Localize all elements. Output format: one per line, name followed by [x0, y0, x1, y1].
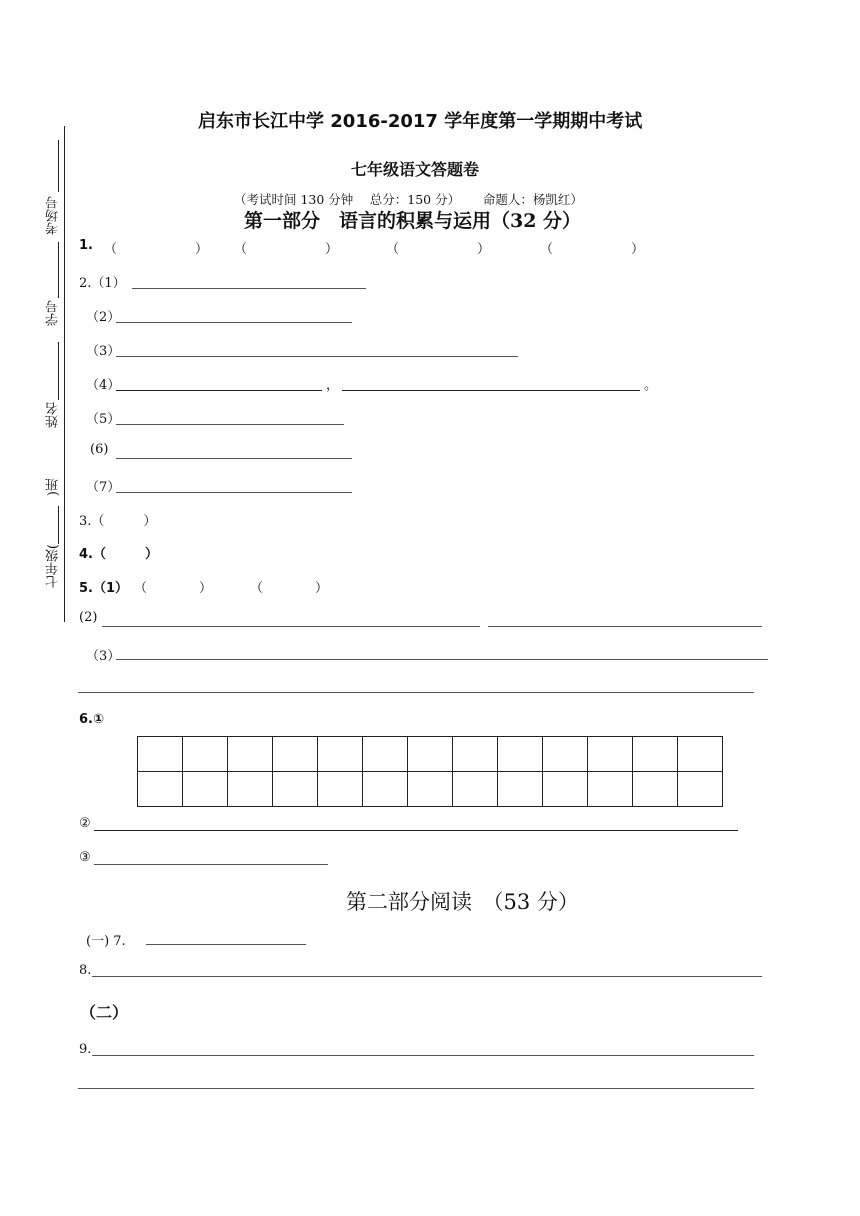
grid-cell[interactable] — [363, 737, 408, 772]
q4-answer[interactable]: 4.（ ） — [79, 547, 158, 562]
grid-cell[interactable] — [498, 772, 543, 807]
q2-2-answer-line[interactable] — [116, 322, 352, 323]
q3-answer[interactable]: 3.（ ） — [79, 514, 157, 529]
class-field-line[interactable] — [58, 506, 59, 544]
grid-cell[interactable] — [273, 772, 318, 807]
grid-cell[interactable] — [453, 737, 498, 772]
q9-label: 9. — [79, 1042, 92, 1057]
q2-6-label: (6) — [90, 442, 109, 457]
q1-bracket-1[interactable]: （ ） — [104, 242, 209, 257]
q2-6-answer-line[interactable] — [116, 458, 352, 459]
q7-label: (一) 7. — [86, 934, 126, 949]
grid-cell[interactable] — [633, 737, 678, 772]
q6-label: 6.① — [79, 712, 104, 727]
exam-info: （考试时间 130 分钟 总分：150 分） 命题人：杨凯红） — [234, 192, 583, 207]
q6-writing-grid — [137, 736, 723, 807]
grid-cell[interactable] — [453, 772, 498, 807]
q1-label: 1. — [79, 238, 93, 253]
q1-bracket-3[interactable]: （ ） — [386, 242, 491, 257]
q1-bracket-2[interactable]: （ ） — [234, 242, 339, 257]
q7-answer-line[interactable] — [146, 944, 306, 945]
grid-cell[interactable] — [183, 737, 228, 772]
name-field-label: 姓名 — [46, 402, 61, 428]
grid-cell[interactable] — [408, 772, 453, 807]
section-2-heading: （二） — [80, 1003, 129, 1022]
q6-2-label: ② — [79, 816, 91, 831]
exam-room-field-label: 考场号 — [46, 196, 61, 235]
q2-4-period: 。 — [644, 378, 658, 393]
q2-4-label: （4） — [86, 378, 121, 393]
q2-4-answer-line-1[interactable] — [116, 390, 322, 391]
answer-sheet-subtitle: 七年级语文答题卷 — [351, 160, 480, 179]
q5-2-label: (2) — [79, 610, 98, 625]
q2-7-answer-line[interactable] — [116, 492, 352, 493]
q8-label: 8. — [79, 963, 92, 978]
grid-cell[interactable] — [408, 737, 453, 772]
q9-answer-line-2[interactable] — [78, 1088, 754, 1089]
q5-3-label: （3） — [86, 649, 121, 664]
student-number-field-label: 学号 — [46, 300, 61, 326]
grid-cell[interactable] — [183, 772, 228, 807]
class-suffix-label: )班 — [46, 478, 61, 497]
grid-cell[interactable] — [543, 772, 588, 807]
part2-heading: 第二部分阅读 （53 分） — [346, 890, 579, 914]
q2-2-label: （2） — [86, 310, 121, 325]
q5-2-answer-line-1[interactable] — [102, 626, 480, 627]
q5-label: 5.（1） — [79, 581, 129, 596]
grid-cell[interactable] — [138, 737, 183, 772]
q6-3-label: ③ — [79, 850, 91, 865]
grid-cell[interactable] — [588, 772, 633, 807]
q5-3-answer-line-2[interactable] — [78, 692, 754, 693]
grid-cell[interactable] — [228, 737, 273, 772]
q2-5-label: （5） — [86, 412, 121, 427]
student-number-field-line[interactable] — [58, 242, 59, 298]
q8-answer-line[interactable] — [92, 976, 762, 977]
q2-7-label: （7） — [86, 480, 121, 495]
grid-cell[interactable] — [678, 737, 723, 772]
q2-label: 2.（1） — [79, 276, 126, 291]
grid-cell[interactable] — [138, 772, 183, 807]
q2-1-answer-line[interactable] — [132, 288, 366, 289]
name-field-line[interactable] — [58, 342, 59, 400]
binding-line — [64, 126, 65, 622]
q6-2-answer-line[interactable] — [94, 830, 738, 831]
q5-1-bracket-2[interactable]: （ ） — [250, 581, 329, 596]
q2-3-answer-line[interactable] — [116, 356, 518, 357]
grid-cell[interactable] — [318, 737, 363, 772]
q2-3-label: （3） — [86, 344, 121, 359]
grid-cell[interactable] — [543, 737, 588, 772]
grid-cell[interactable] — [633, 772, 678, 807]
q5-3-answer-line-1[interactable] — [116, 659, 768, 660]
grid-cell[interactable] — [498, 737, 543, 772]
q5-2-answer-line-2[interactable] — [488, 626, 762, 627]
q5-1-bracket-1[interactable]: （ ） — [134, 581, 213, 596]
exam-room-field-line[interactable] — [58, 140, 59, 192]
grid-cell[interactable] — [228, 772, 273, 807]
q6-3-answer-line[interactable] — [94, 864, 328, 865]
q9-answer-line-1[interactable] — [92, 1055, 754, 1056]
q2-5-answer-line[interactable] — [116, 424, 344, 425]
grid-cell[interactable] — [678, 772, 723, 807]
grid-cell[interactable] — [318, 772, 363, 807]
grid-cell[interactable] — [273, 737, 318, 772]
part1-heading: 第一部分 语言的积累与运用（32 分） — [244, 210, 582, 232]
q2-4-comma: ， — [326, 378, 340, 393]
grade-prefix-label: 七年级( — [46, 544, 61, 589]
grid-cell[interactable] — [588, 737, 633, 772]
q1-bracket-4[interactable]: （ ） — [540, 242, 645, 257]
exam-title: 启东市长江中学 2016-2017 学年度第一学期期中考试 — [198, 111, 643, 132]
grid-cell[interactable] — [363, 772, 408, 807]
q2-4-answer-line-2[interactable] — [342, 390, 640, 391]
